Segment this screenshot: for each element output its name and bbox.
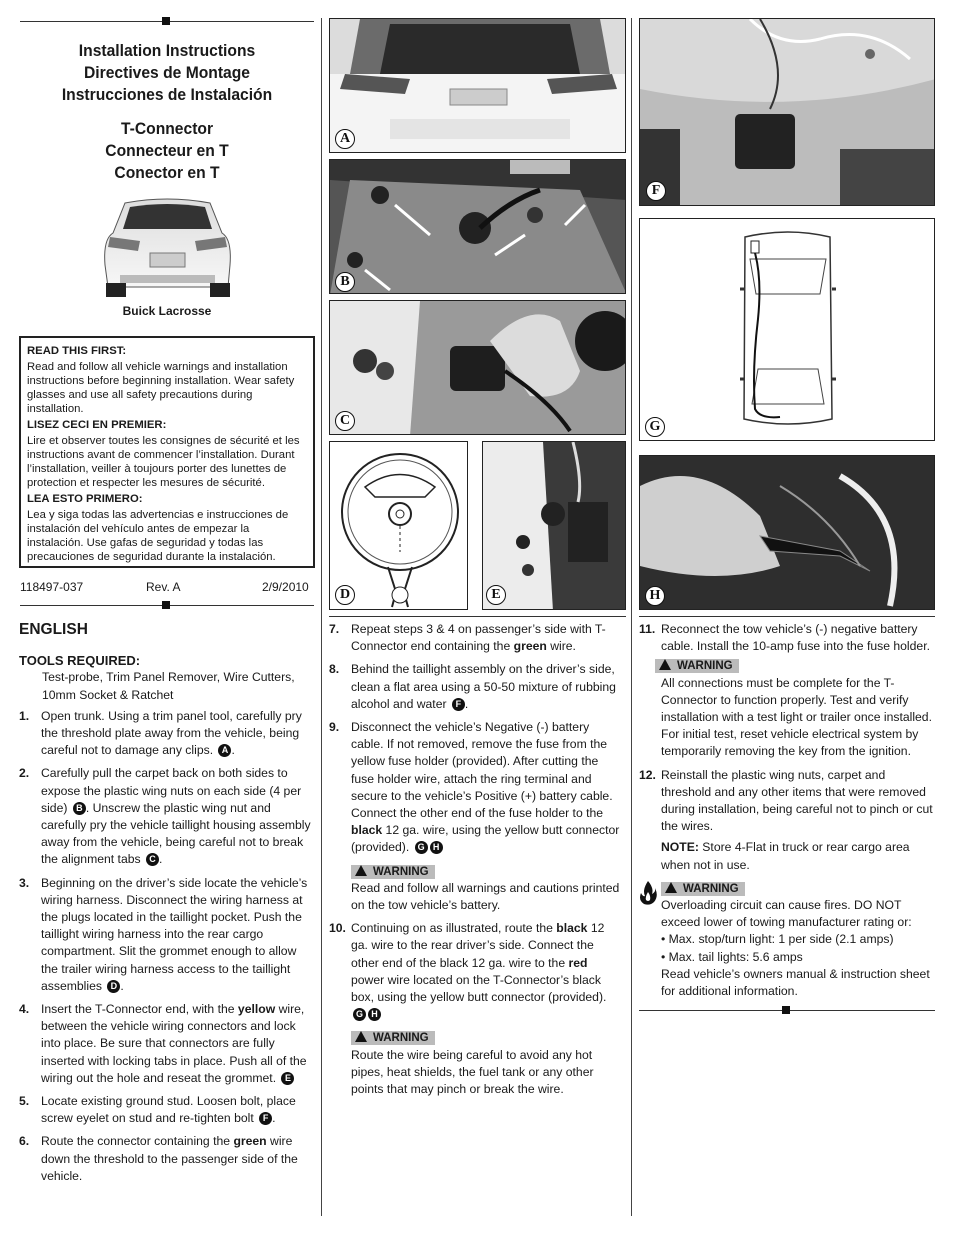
figure-c-taillight-photo xyxy=(329,300,626,435)
step-11: 11. Reconnect the tow vehicle’s (-) negative battery cable. Install the 10-amp fuse into the fuse holder. xyxy=(639,622,930,654)
product-es: Conector en T xyxy=(114,163,220,182)
figure-b-wing-nuts-photo xyxy=(329,159,626,294)
notice-fr-heading: LISEZ CECI EN PREMIER: xyxy=(27,419,167,431)
rule-marker xyxy=(162,17,170,25)
warning-badge: WARNING xyxy=(351,1031,435,1045)
step-4: 4. Insert the T-Connector end, with the yellow wire, between the vehicle wiring connectors and lock into place. Be sure that connectors are fully inserted with locking tabs in place. Push all of the wiring out the hole and reseat the grommet. E xyxy=(19,1002,307,1085)
section-rule-right xyxy=(639,616,935,617)
tools-heading: TOOLS REQUIRED: xyxy=(19,653,141,669)
warning-badge: WARNING xyxy=(351,865,435,879)
product-fr: Connecteur en T xyxy=(105,141,229,160)
figure-label-e: E xyxy=(486,585,506,605)
title-es: Instrucciones de Instalación xyxy=(61,85,273,104)
figure-label-b: B xyxy=(335,272,355,292)
step-6: 6. Route the connector containing the green wire down the threshold to the passenger side of the vehicle. xyxy=(19,1134,298,1183)
warning-12: WARNING Overloading circuit can cause fires. DO NOT exceed lower of towing manufacturer rating or: • Max. stop/turn light: 1 per side (2.1 amps) • Max. tail lights: 5.6 amps Read vehicle’s owners manual & instruction sheet for additional information. xyxy=(639,880,935,1000)
figure-label-a: A xyxy=(335,129,355,149)
tools-list: Test-probe, Trim Panel Remover, Wire Cutters, 10mm Socket & Ratchet xyxy=(42,670,295,702)
english-heading: ENGLISH xyxy=(19,621,88,638)
figure-a-trunk-photo xyxy=(329,18,626,153)
title-block xyxy=(20,40,314,184)
figure-ref-f: F xyxy=(452,698,465,711)
notice-es-body: Lea y siga todas las advertencias e instrucciones de instalación del vehículo antes de empezar la instalación. Use gafas de seguridad y todas las precauciones de seguridad durante la instalación. xyxy=(27,509,289,563)
title-fr: Directives de Montage xyxy=(83,63,251,82)
figure-ref-b: B xyxy=(73,802,86,815)
part-number: 118497-037 xyxy=(20,580,84,594)
step-7: 7. Repeat steps 3 & 4 on passenger’s side with T-Connector end containing the green wire. xyxy=(329,622,606,654)
figure-label-c: C xyxy=(335,411,355,431)
warning-icon xyxy=(355,865,367,876)
figure-d-grommet-illustration xyxy=(329,441,468,610)
figure-ref-e: E xyxy=(281,1072,294,1085)
english-column-2 xyxy=(329,621,623,1098)
product-en: T-Connector xyxy=(120,119,214,138)
vehicle-caption: Buick Lacrosse xyxy=(122,304,212,318)
step-3: 3. Beginning on the driver’s side locate the vehicle’s wiring harness. Disconnect the wiring harness at the plugs located in the taillight pocket. Push the taillight wiring harness into the rear cargo compartment. Slit the grommet enough to allow the trailer wiring harness access to the taillight assemblies D . xyxy=(19,875,308,993)
figure-ref-a: A xyxy=(218,744,231,757)
rule-marker xyxy=(782,1006,790,1014)
warning-9: WARNING Read and follow all warnings and cautions printed on the tow vehicle’s battery. xyxy=(351,865,620,913)
figure-h-cutter-photo xyxy=(639,455,935,610)
column-divider-1 xyxy=(321,18,322,1216)
step-12: 12. Reinstall the plastic wing nuts, carpet and threshold and any other items that were removed during installation, being careful not to pinch or cut the wires. NOTE: Store 4-Flat in truck or rear cargo area when not in use. xyxy=(639,767,935,874)
figure-ref-g: G xyxy=(415,841,428,854)
figure-label-f: F xyxy=(646,181,666,201)
section-rule-mid xyxy=(329,616,626,617)
step-10: 10. Continuing on as illustrated, route the black 12 ga. wire to the rear driver’s side. Connect the other end of the black 12 ga. wire to the red power wire located on the T-Connector’s black box, using the yellow butt connector (provided). G H xyxy=(329,921,607,1020)
figure-g-wire-route-diagram xyxy=(639,218,935,441)
figure-e-connector-photo xyxy=(482,441,626,610)
figure-ref-d: D xyxy=(107,980,120,993)
figure-label-h: H xyxy=(645,586,665,606)
step-8: 8. Behind the taillight assembly on the driver’s side, clean a flat area using a 50-50 mixture of rubbing alcohol and water F . xyxy=(329,662,616,711)
warning-badge: WARNING xyxy=(655,659,739,673)
warning-icon xyxy=(665,882,677,893)
figure-ref-c: C xyxy=(146,853,159,866)
figure-label-d: D xyxy=(335,585,355,605)
title-en: Installation Instructions xyxy=(78,41,256,60)
notice-en-heading: READ THIS FIRST: xyxy=(27,345,127,357)
figure-ref-h: H xyxy=(368,1008,381,1021)
english-column-3 xyxy=(639,621,935,1000)
step-2: 2. Carefully pull the carpet back on both sides to expose the plastic wing nuts on each side (4 per side) B . Unscrew the plastic wing nut and carefully pry the vehicle taillight housing assembly away from the vehicle, being careful not to break the alignment tabs C . xyxy=(19,766,311,867)
figure-ref-h: H xyxy=(430,841,443,854)
date: 2/9/2010 xyxy=(262,580,309,594)
rule-marker xyxy=(162,601,170,609)
warning-10: WARNING Route the wire being careful to avoid any hot pipes, heat shields, the fuel tank or any other points that may pinch or break the wire. xyxy=(351,1032,594,1097)
notice-fr-body: Lire et observer toutes les consignes de sécurité et les instructions avant de commencer l’installation. Durant l’installation, veiller à toujours porter des lunettes de protection et respecter les mesures de sécurité. xyxy=(27,435,300,489)
column-divider-2 xyxy=(631,18,632,1216)
notice-en-body: Read and follow all vehicle warnings and installation instructions before beginning installation. Wear safety glasses and use all safety precautions during installation. xyxy=(27,361,295,415)
vehicle-image xyxy=(100,195,235,300)
warning-icon xyxy=(355,1031,367,1042)
read-first-notice xyxy=(19,336,315,568)
revision: Rev. A xyxy=(146,580,181,594)
fire-icon xyxy=(638,880,658,906)
warning-badge: WARNING xyxy=(661,882,745,896)
figure-f-ground-stud-photo xyxy=(639,18,935,206)
english-column-1 xyxy=(19,621,315,1191)
note: NOTE: Store 4-Flat in truck or rear cargo area when not in use. xyxy=(661,840,910,872)
warning-11: WARNING All connections must be complete for the T-Connector to function properly. Test and verify installation with a test light or trailer once installed. For initial test, reset vehicle electrical system by temporarily removing the key from the ignition. xyxy=(639,657,935,760)
figure-ref-f: F xyxy=(259,1112,272,1125)
figure-ref-g: G xyxy=(353,1008,366,1021)
step-5: 5. Locate existing ground stud. Loosen bolt, place screw eyelet on stud and re-tighten bolt F . xyxy=(19,1094,296,1126)
warning-icon xyxy=(659,659,671,670)
figure-label-g: G xyxy=(645,417,665,437)
step-9: 9. Disconnect the vehicle’s Negative (-) battery cable. If not removed, remove the fuse from the yellow fuse holder (provided). After cutting the fuse holder wire, attach the ring terminal and secure to the vehicle’s Positive (+) battery cable. Connect the other end of the fuse holder to the black 12 ga. wire, using the yellow butt connector (provided). G H xyxy=(329,720,620,855)
notice-es-heading: LEA ESTO PRIMERO: xyxy=(27,493,143,505)
step-1: 1. Open trunk. Using a trim panel tool, carefully pry the threshold plate away from the vehicle, being careful not to damage any clips. A . xyxy=(19,708,302,758)
